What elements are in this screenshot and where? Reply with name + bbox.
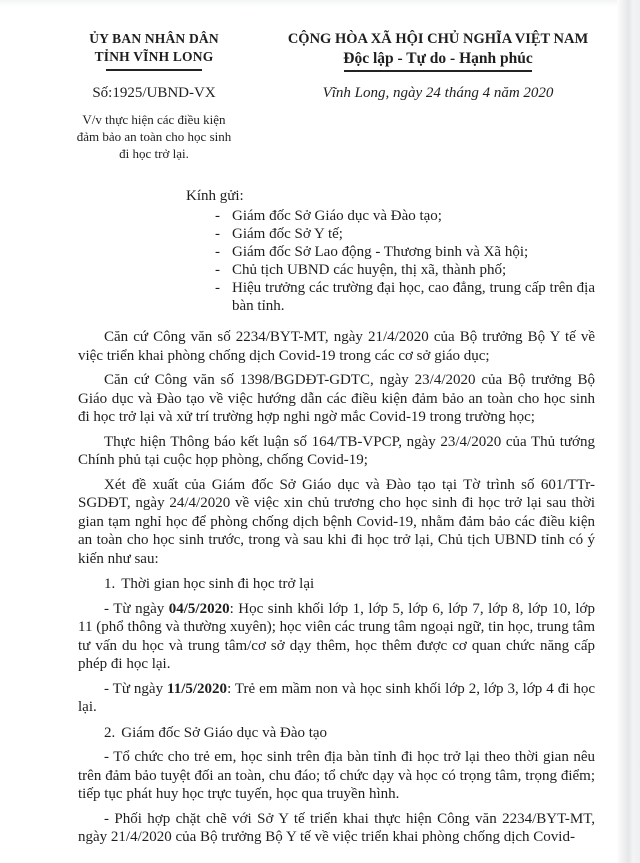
paragraph-text: - Từ ngày	[104, 680, 168, 697]
paragraph-proposal: Xét đề xuất của Giám đốc Sở Giáo dục và Đào tạo tại Tờ trình số 601/TTr-SGDĐT, ngày 24/4/2020 về việc xin chủ trương cho học sinh đi học trở lại sau thời gian tạm nghỉ học để phòng chống dịch bệnh Covid-19, nhằm đảm bảo các điều kiện an toàn cho học sinh trước, trong và sau khi đi học trở lại, Chủ tịch UBND tỉnh có ý kiến như sau:	[78, 476, 595, 567]
recipient-text: Giám đốc Sở Y tế;	[232, 226, 343, 242]
issuing-authority-line2: TỈNH VĨNH LONG	[94, 49, 214, 64]
recipient-text: Giám đốc Sở Giáo dục và Đào tạo;	[232, 208, 442, 224]
section-heading-1	[78, 575, 595, 594]
salutation: Kính gửi:	[186, 188, 244, 204]
national-motto: Độc lập - Tự do - Hạnh phúc	[343, 50, 533, 67]
recipient-item	[215, 243, 595, 261]
recipient-item	[215, 261, 595, 279]
recipient-item	[215, 207, 595, 225]
list-dash: -	[215, 262, 220, 278]
list-dash: -	[215, 244, 220, 260]
paragraph-task-1: - Tổ chức cho trẻ em, học sinh trên địa bàn tỉnh đi học trở lại theo thời gian nêu trên đảm bảo tuyệt đối an toàn, chu đáo; tổ chức dạy và học có trọng tâm, trọng điểm; tiếp tục phát huy học trực tuyến, học qua truyền hình.	[78, 749, 595, 802]
recipient-text: Giám đốc Sở Lao động - Thương binh và Xã hội;	[232, 244, 529, 260]
authority-underline	[106, 69, 202, 71]
recipient-text: Hiệu trưởng các trường đại học, cao đẳng, trung cấp trên địa bàn tỉnh.	[232, 280, 595, 314]
paragraph-text: : Trẻ em mầm non và học sinh khối lớp 2, lớp 3, lớp 4 đi học lại.	[78, 680, 595, 715]
recipient-text: Chủ tịch UBND các huyện, thị xã, thành phố;	[232, 262, 507, 278]
return-date-1: 04/5/2020	[168, 600, 230, 617]
subject-line: đi học trở lại.	[119, 146, 189, 161]
section-title: Thời gian học sinh đi học trở lại	[121, 576, 315, 592]
list-dash: -	[215, 226, 220, 242]
list-dash: -	[215, 208, 220, 224]
paragraph-text: : Học sinh khối lớp 1, lớp 5, lớp 6, lớp 7, lớp 8, lớp 10, lớp 11 (phổ thông và thường xuyên); học viên các trung tâm ngoại ngữ, tin học, trung tâm tư vấn du học và trung tâm/cơ sở dạy thêm, học thêm được cơ quan chức năng cấp phép đi học lại.	[78, 600, 595, 672]
recipient-item	[215, 225, 595, 243]
document-number: Số:1925/UBND-VX	[92, 85, 216, 101]
national-header-block	[280, 30, 596, 162]
issuing-authority-line1: ỦY BAN NHÂN DÂN	[89, 31, 219, 46]
subject-line: V/v thực hiện các điều kiện	[82, 112, 226, 127]
return-date-2: 11/5/2020	[167, 680, 228, 697]
scan-edge-top	[0, 0, 640, 7]
paragraph-task-2-truncated: - Phối hợp chặt chẽ với Sở Y tế triển khai thực hiện Công văn 2234/BYT-MT, ngày 21/4/2020 của Bộ trưởng Bộ Y tế về việc triển khai phòng chống dịch Covid-	[78, 810, 595, 845]
issuing-authority-block	[28, 30, 280, 162]
document-header	[0, 0, 640, 162]
document-subject	[28, 111, 280, 162]
list-dash: -	[215, 280, 220, 296]
section-title: Giám đốc Sở Giáo dục và Đào tạo	[121, 724, 328, 741]
paragraph-return-date-1	[78, 600, 595, 674]
national-title: CỘNG HÒA XÃ HỘI CHỦ NGHĨA VIỆT NAM	[287, 31, 589, 47]
section-number: 1.	[104, 576, 116, 592]
paragraph-return-date-2	[78, 680, 595, 717]
paragraph-basis-3: Thực hiện Thông báo kết luận số 164/TB-VPCP, ngày 23/4/2020 của Thủ tướng Chính phủ tại cuộc họp phòng, chống Covid-19;	[78, 433, 595, 468]
section-number: 2.	[104, 724, 116, 741]
subject-line: đảm bảo an toàn cho học sinh	[76, 129, 232, 144]
paragraph-text: - Từ ngày	[104, 600, 169, 617]
motto-underline	[344, 70, 532, 72]
recipient-list	[78, 207, 595, 315]
paragraph-basis-1: Căn cứ Công văn số 2234/BYT-MT, ngày 21/4/2020 của Bộ trưởng Bộ Y tế về việc triển khai phòng chống dịch Covid-19 trong các cơ sở giáo dục;	[78, 329, 595, 364]
scan-edge-right	[617, 0, 640, 863]
section-heading-2	[78, 724, 595, 743]
place-and-date: Vĩnh Long, ngày 24 tháng 4 năm 2020	[322, 85, 554, 101]
recipient-item	[215, 279, 595, 315]
paragraph-basis-2: Căn cứ Công văn số 1398/BGDĐT-GDTC, ngày 23/4/2020 của Bộ trưởng Bộ Giáo dục và Đào tạo về việc hướng dẫn các điều kiện đảm bảo an toàn cho học sinh đi học trở lại và xử trí trường hợp nghi ngờ mắc Covid-19 trong trường học;	[78, 372, 595, 425]
document-body	[0, 187, 640, 847]
